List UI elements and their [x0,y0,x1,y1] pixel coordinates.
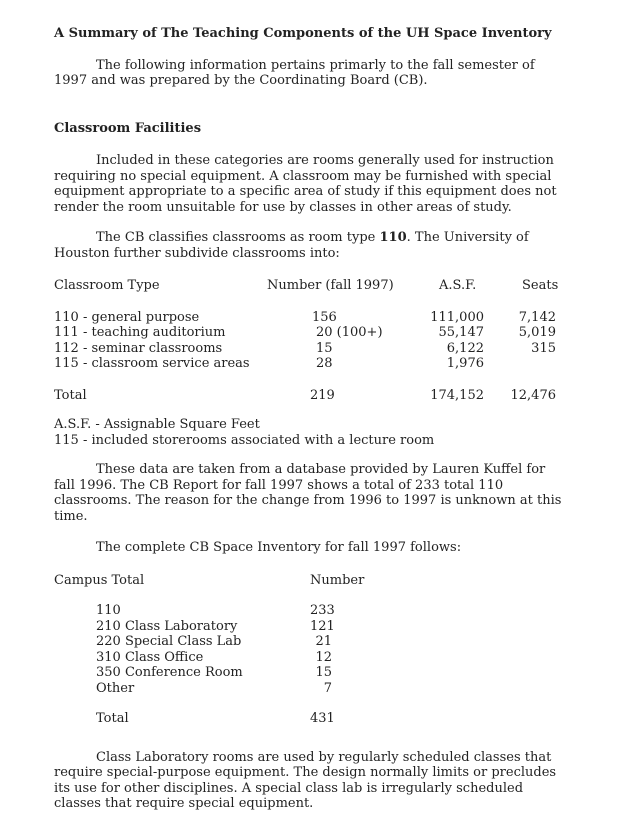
cell-room-type: 350 Conference Room [96,665,243,680]
cell-number: 20 (100+) [316,325,383,340]
table-row [54,603,569,619]
table-total-row [54,711,569,727]
column-header-seats: Seats [522,278,559,293]
cell-seats: 7,142 [518,309,556,325]
classification-text-end: . The University of Houston further subdivide classrooms into: [54,230,529,261]
total-seats: 12,476 [510,387,556,403]
total-label: Total [96,711,129,726]
document-title: A Summary of The Teaching Components of the UH Space Inventory [54,26,552,41]
cell-room-type: Other [96,680,135,696]
table-row [54,681,569,697]
section-heading: Classroom Facilities [54,120,202,136]
cell-asf: 111,000 [430,309,484,325]
campus-inventory-table [54,573,569,727]
total-number: 219 [310,387,335,403]
cell-type: 110 - general purpose [54,309,200,325]
table-row [54,325,569,341]
table-row [54,310,569,326]
column-header-asf: A.S.F. [439,278,477,293]
table-header-row [54,573,569,589]
cell-asf: 55,147 [438,325,484,340]
cell-number: 7 [323,680,332,696]
cell-room-type: 310 Class Office [96,649,204,665]
class-laboratory-paragraph: Class Laboratory rooms are used by regularly scheduled classes that require special-purpose equipment. The design normally limits or precludes its use for other disciplines. A special class lab is irregularly scheduled classes that require special equipment. [54,749,557,811]
table-header-row [54,278,569,294]
table-total-row [54,388,569,404]
footnote-asf: A.S.F. - Assignable Square Feet [54,417,260,432]
table-row [54,341,569,357]
column-header-campus-total: Campus Total [54,572,145,588]
document-page [54,26,569,812]
cell-number: 28 [316,356,333,371]
cell-number: 233 [310,603,335,618]
cell-type: 112 - seminar classrooms [54,340,223,356]
cell-number: 15 [316,340,333,356]
table-row [54,619,569,635]
data-source-paragraph: These data are taken from a database provided by Lauren Kuffel for fall 1996. The CB Report for fall 1997 shows a total of 233 total 110 classrooms. The reason for the change from 1996 to 1997 is unknown at this time. [54,462,562,524]
total-number: 431 [310,711,335,726]
total-label: Total [54,387,87,403]
cell-type: 115 - classroom service areas [54,356,250,371]
column-header-number: Number (fall 1997) [267,278,394,293]
room-type-code: 110 [379,230,407,245]
cell-number: 121 [310,618,335,634]
classroom-definition-paragraph: Included in these categories are rooms generally used for instruction requiring no special equipment. A classroom may be furnished with special equipment appropriate to a specific area of study if this equipment does not render the room unsuitable for use by classes in other areas of study. [54,153,557,215]
column-header-number: Number [310,572,365,588]
cell-room-type: 220 Special Class Lab [96,634,242,649]
table-row [54,356,569,372]
cell-type: 111 - teaching auditorium [54,325,226,340]
cell-seats: 5,019 [518,325,556,340]
classroom-type-table [54,278,569,403]
cell-asf: 6,122 [446,340,484,356]
table-row [54,650,569,666]
cell-number: 15 [315,665,332,680]
column-header-type: Classroom Type [54,278,160,293]
cell-number: 21 [315,634,332,649]
total-asf: 174,152 [430,387,484,403]
inventory-intro-paragraph: The complete CB Space Inventory for fall 1997 follows: [96,540,462,555]
cell-asf: 1,976 [446,356,484,371]
classification-text-start: The CB classifies classrooms as room type [96,230,380,245]
cell-number: 156 [312,309,337,325]
cell-number: 12 [315,649,332,665]
table-row [54,665,569,681]
cell-room-type: 210 Class Laboratory [96,618,238,634]
classification-paragraph [54,230,569,261]
footnote-115: 115 - included storerooms associated with a lecture room [54,432,435,448]
cell-seats: 315 [531,340,556,356]
table-row [54,634,569,650]
intro-paragraph: The following information pertains primarly to the fall semester of 1997 and was prepared by the Coordinating Board (CB). [54,57,535,88]
cell-room-type: 110 [96,603,121,618]
